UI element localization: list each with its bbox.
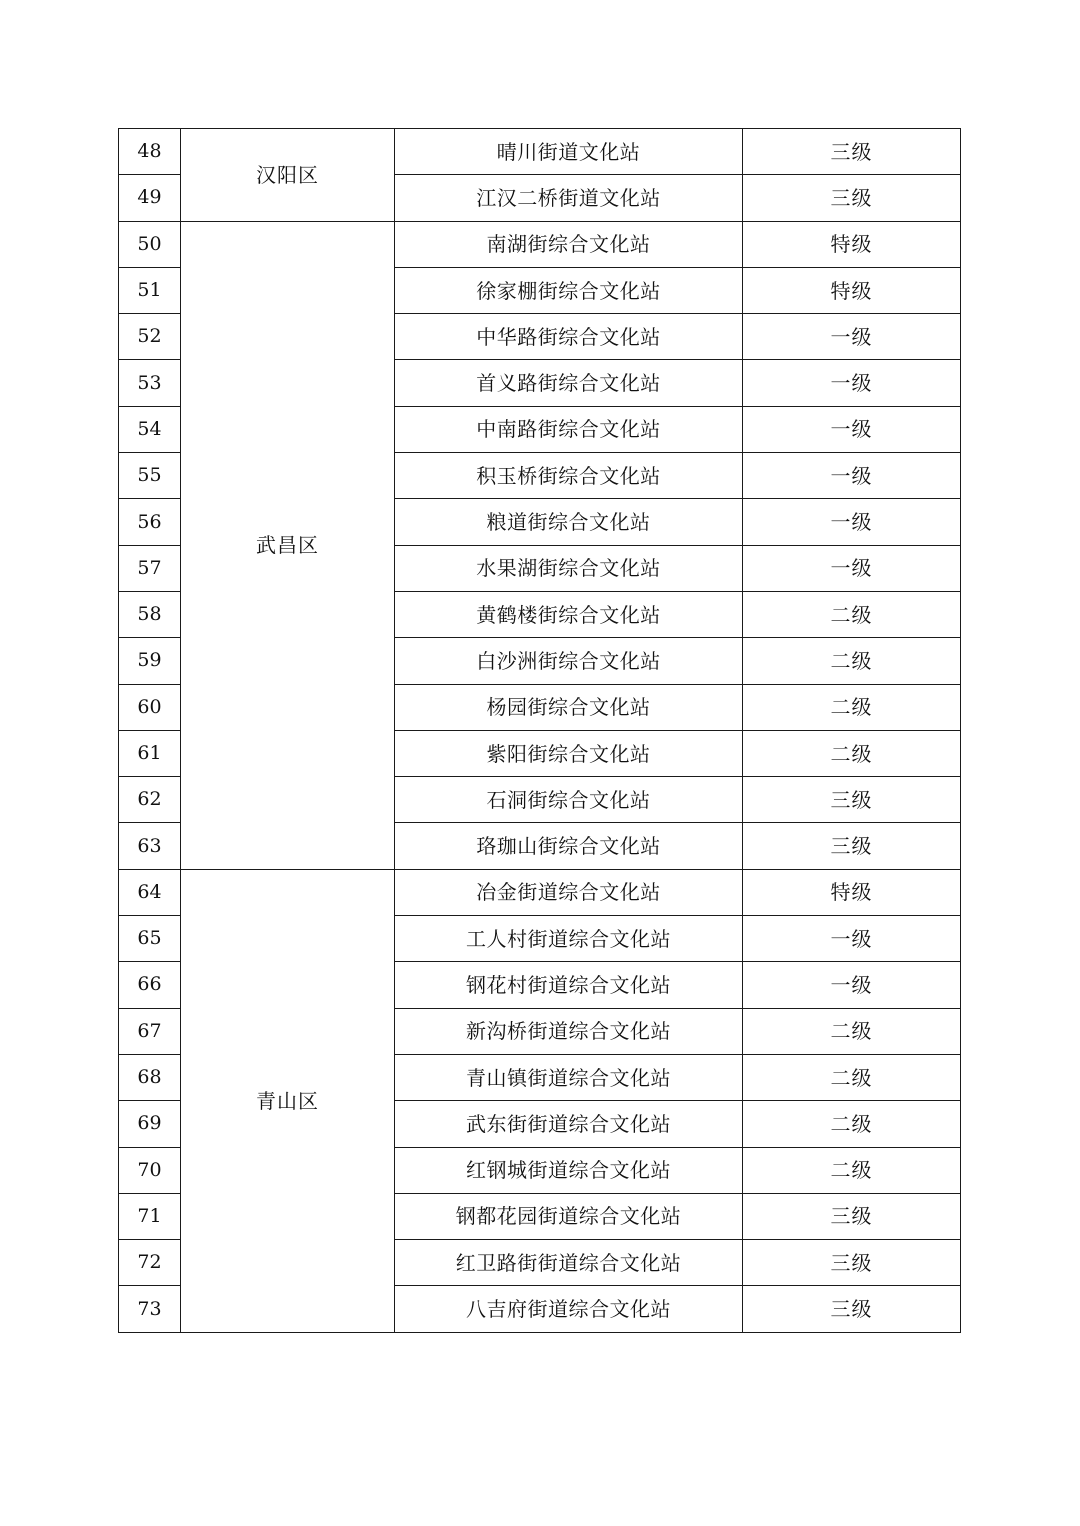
station-grade: 一级 (743, 499, 961, 545)
row-number: 72 (119, 1240, 181, 1286)
station-name: 黄鹤楼街综合文化站 (395, 591, 743, 637)
row-number: 61 (119, 730, 181, 776)
station-name: 晴川街道文化站 (395, 129, 743, 175)
row-number: 50 (119, 221, 181, 267)
row-number: 53 (119, 360, 181, 406)
station-name: 积玉桥街综合文化站 (395, 453, 743, 499)
station-name: 粮道街综合文化站 (395, 499, 743, 545)
station-grade: 二级 (743, 591, 961, 637)
row-number: 57 (119, 545, 181, 591)
row-number: 51 (119, 267, 181, 313)
district-cell: 武昌区 (181, 221, 395, 869)
station-grade: 三级 (743, 1193, 961, 1239)
station-grade: 二级 (743, 684, 961, 730)
row-number: 64 (119, 869, 181, 915)
table-row (119, 221, 961, 267)
row-number: 65 (119, 916, 181, 962)
station-name: 徐家棚街综合文化站 (395, 267, 743, 313)
station-grade: 二级 (743, 730, 961, 776)
station-name: 珞珈山街综合文化站 (395, 823, 743, 869)
station-grade: 二级 (743, 1101, 961, 1147)
station-name: 青山镇街道综合文化站 (395, 1054, 743, 1100)
station-grade: 特级 (743, 221, 961, 267)
station-name: 白沙洲街综合文化站 (395, 638, 743, 684)
station-grade: 特级 (743, 267, 961, 313)
station-name: 杨园街综合文化站 (395, 684, 743, 730)
district-cell: 汉阳区 (181, 129, 395, 222)
station-name: 钢花村街道综合文化站 (395, 962, 743, 1008)
row-number: 63 (119, 823, 181, 869)
station-name: 南湖街综合文化站 (395, 221, 743, 267)
station-grade: 一级 (743, 314, 961, 360)
station-grade: 三级 (743, 777, 961, 823)
table-body (119, 129, 961, 1333)
station-grade: 一级 (743, 545, 961, 591)
district-cell: 青山区 (181, 869, 395, 1332)
station-name: 中南路街综合文化站 (395, 406, 743, 452)
station-grade: 二级 (743, 1054, 961, 1100)
row-number: 54 (119, 406, 181, 452)
row-number: 56 (119, 499, 181, 545)
station-grade: 一级 (743, 962, 961, 1008)
station-grade: 二级 (743, 638, 961, 684)
station-name: 工人村街道综合文化站 (395, 916, 743, 962)
station-name: 红卫路街街道综合文化站 (395, 1240, 743, 1286)
row-number: 70 (119, 1147, 181, 1193)
station-name: 首义路街综合文化站 (395, 360, 743, 406)
table-row (119, 129, 961, 175)
station-grade: 二级 (743, 1008, 961, 1054)
row-number: 49 (119, 175, 181, 221)
station-name: 八吉府街道综合文化站 (395, 1286, 743, 1332)
station-name: 江汉二桥街道文化站 (395, 175, 743, 221)
station-grade: 三级 (743, 1240, 961, 1286)
row-number: 62 (119, 777, 181, 823)
row-number: 48 (119, 129, 181, 175)
row-number: 69 (119, 1101, 181, 1147)
station-name: 武东街街道综合文化站 (395, 1101, 743, 1147)
station-grade: 一级 (743, 360, 961, 406)
row-number: 58 (119, 591, 181, 637)
station-grade: 三级 (743, 175, 961, 221)
row-number: 66 (119, 962, 181, 1008)
station-name: 钢都花园街道综合文化站 (395, 1193, 743, 1239)
station-name: 紫阳街综合文化站 (395, 730, 743, 776)
row-number: 60 (119, 684, 181, 730)
station-name: 冶金街道综合文化站 (395, 869, 743, 915)
row-number: 59 (119, 638, 181, 684)
row-number: 67 (119, 1008, 181, 1054)
station-grade: 一级 (743, 406, 961, 452)
station-grade: 一级 (743, 916, 961, 962)
row-number: 55 (119, 453, 181, 499)
row-number: 68 (119, 1054, 181, 1100)
station-grade: 特级 (743, 869, 961, 915)
station-grade: 二级 (743, 1147, 961, 1193)
row-number: 52 (119, 314, 181, 360)
row-number: 71 (119, 1193, 181, 1239)
station-grade: 三级 (743, 1286, 961, 1332)
station-grade: 一级 (743, 453, 961, 499)
table-row (119, 869, 961, 915)
station-name: 水果湖街综合文化站 (395, 545, 743, 591)
row-number: 73 (119, 1286, 181, 1332)
station-name: 新沟桥街道综合文化站 (395, 1008, 743, 1054)
station-name: 红钢城街道综合文化站 (395, 1147, 743, 1193)
station-grade: 三级 (743, 129, 961, 175)
station-name: 中华路街综合文化站 (395, 314, 743, 360)
station-grade: 三级 (743, 823, 961, 869)
station-name: 石洞街综合文化站 (395, 777, 743, 823)
station-table (118, 128, 961, 1333)
